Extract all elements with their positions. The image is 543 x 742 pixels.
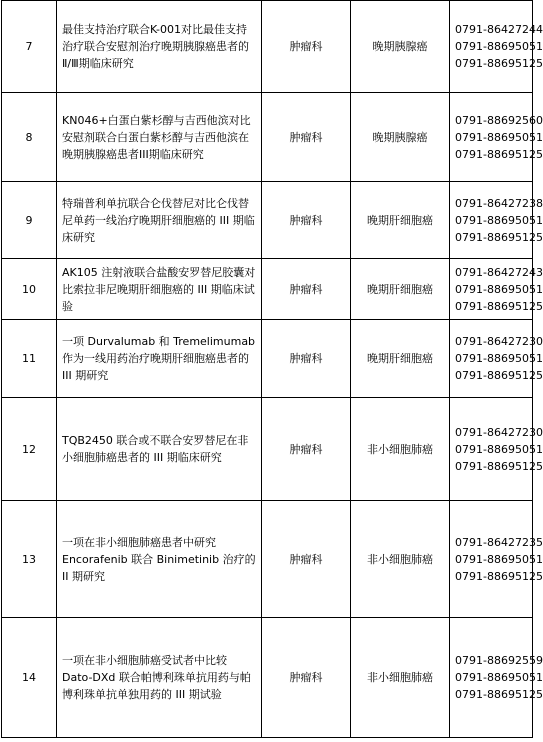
phone-number: 0791-86427235	[455, 535, 543, 549]
phone-number: 0791-86427244	[455, 23, 543, 36]
trial-number: 12	[2, 398, 57, 501]
phone-number: 0791-88695051	[455, 282, 543, 296]
phone-number: 0791-86427230	[455, 425, 543, 439]
trial-title	[57, 1, 262, 93]
trial-title-text: 一项在非小细胞肺癌受试者中比较 Dato-DXd 联合帕博利珠单抗用药与帕博利珠单抗单独用药的 III 期试验	[62, 654, 251, 701]
phone-number: 0791-88695125	[455, 688, 543, 701]
trial-title	[57, 259, 262, 320]
phone-number: 0791-88695125	[455, 230, 543, 244]
trial-number: 7	[2, 1, 57, 93]
trial-number: 11	[2, 320, 57, 398]
phone-number: 0791-88695051	[455, 552, 543, 566]
phone-number: 0791-88695051	[455, 130, 543, 144]
table-row	[2, 618, 533, 738]
phone-number: 0791-88695125	[455, 57, 543, 70]
trial-department: 肿瘤科	[262, 182, 351, 259]
trial-number: 13	[2, 501, 57, 618]
phone-number: 0791-86427238	[455, 196, 543, 210]
table-row	[2, 320, 533, 398]
trial-phones	[450, 398, 543, 501]
trial-title-text: 最佳支持治疗联合K-001对比最佳支持治疗联合安慰剂治疗晚期胰腺癌患者的Ⅱ/Ⅲ期临床研究	[62, 23, 249, 70]
phone-number: 0791-88695125	[455, 459, 543, 473]
trial-disease: 非小细胞肺癌	[351, 618, 450, 738]
trial-title	[57, 398, 262, 501]
trial-number: 10	[2, 259, 57, 320]
phone-number: 0791-88695051	[455, 442, 543, 456]
trial-title-text: KN046+白蛋白紫杉醇与吉西他滨对比安慰剂联合白蛋白紫杉醇与吉西他滨在晚期胰腺癌患者III期临床研究	[62, 113, 251, 161]
trial-disease: 非小细胞肺癌	[351, 398, 450, 501]
trial-title	[57, 93, 262, 182]
phone-number: 0791-88695125	[455, 569, 543, 583]
phone-number: 0791-88695051	[455, 40, 543, 53]
trial-phones	[450, 259, 543, 320]
phone-number: 0791-88695125	[455, 299, 543, 313]
table-row	[2, 398, 533, 501]
trial-department: 肿瘤科	[262, 93, 351, 182]
trial-department: 肿瘤科	[262, 320, 351, 398]
table-row	[2, 182, 533, 259]
trial-number: 14	[2, 618, 57, 738]
table-row	[2, 93, 533, 182]
trial-department: 肿瘤科	[262, 259, 351, 320]
trial-number: 9	[2, 182, 57, 259]
trial-title-text: 特瑞普利单抗联合仑伐替尼对比仑伐替尼单药一线治疗晚期肝细胞癌的 III 期临床研究	[62, 196, 255, 244]
table-row	[2, 1, 533, 93]
phone-number: 0791-86427243	[455, 265, 543, 279]
trial-title	[57, 618, 262, 738]
trial-title	[57, 182, 262, 259]
trial-phones	[450, 182, 543, 259]
trial-title	[57, 320, 262, 398]
table-row	[2, 501, 533, 618]
phone-number: 0791-88695051	[455, 671, 543, 684]
phone-number: 0791-88692560	[455, 113, 543, 127]
trial-disease: 晚期肝细胞癌	[351, 182, 450, 259]
trial-number: 8	[2, 93, 57, 182]
clinical-trials-table	[1, 0, 543, 738]
phone-number: 0791-88695051	[455, 352, 543, 365]
trial-title-text: 一项 Durvalumab 和 Tremelimumab 作为一线用药治疗晚期肝细胞癌患者的 III 期研究	[62, 335, 256, 382]
phone-number: 0791-88695051	[455, 213, 543, 227]
trial-phones	[450, 618, 543, 738]
trial-disease: 晚期胰腺癌	[351, 1, 450, 93]
trial-department: 肿瘤科	[262, 398, 351, 501]
trial-phones	[450, 1, 543, 93]
trial-title-text: 一项在非小细胞肺癌患者中研究 Encorafenib 联合 Binimetinib 治疗的 II 期研究	[62, 535, 256, 583]
trial-title-text: AK105 注射液联合盐酸安罗替尼胶囊对比索拉非尼晚期肝细胞癌的 III 期临床试验	[62, 265, 256, 313]
phone-number: 0791-88695125	[455, 369, 543, 382]
trial-disease: 晚期肝细胞癌	[351, 320, 450, 398]
phone-number: 0791-88692559	[455, 654, 543, 667]
trial-phones	[450, 501, 543, 618]
trial-title	[57, 501, 262, 618]
phone-number: 0791-88695125	[455, 147, 543, 161]
trial-disease: 晚期胰腺癌	[351, 93, 450, 182]
trial-phones	[450, 93, 543, 182]
phone-number: 0791-86427230	[455, 335, 543, 348]
trial-phones	[450, 320, 543, 398]
trial-department: 肿瘤科	[262, 618, 351, 738]
table-row	[2, 259, 533, 320]
trial-disease: 非小细胞肺癌	[351, 501, 450, 618]
trial-disease: 晚期肝细胞癌	[351, 259, 450, 320]
trial-department: 肿瘤科	[262, 1, 351, 93]
trial-title-text: TQB2450 联合或不联合安罗替尼在非小细胞肺癌患者的 III 期临床研究	[62, 434, 249, 464]
trial-department: 肿瘤科	[262, 501, 351, 618]
